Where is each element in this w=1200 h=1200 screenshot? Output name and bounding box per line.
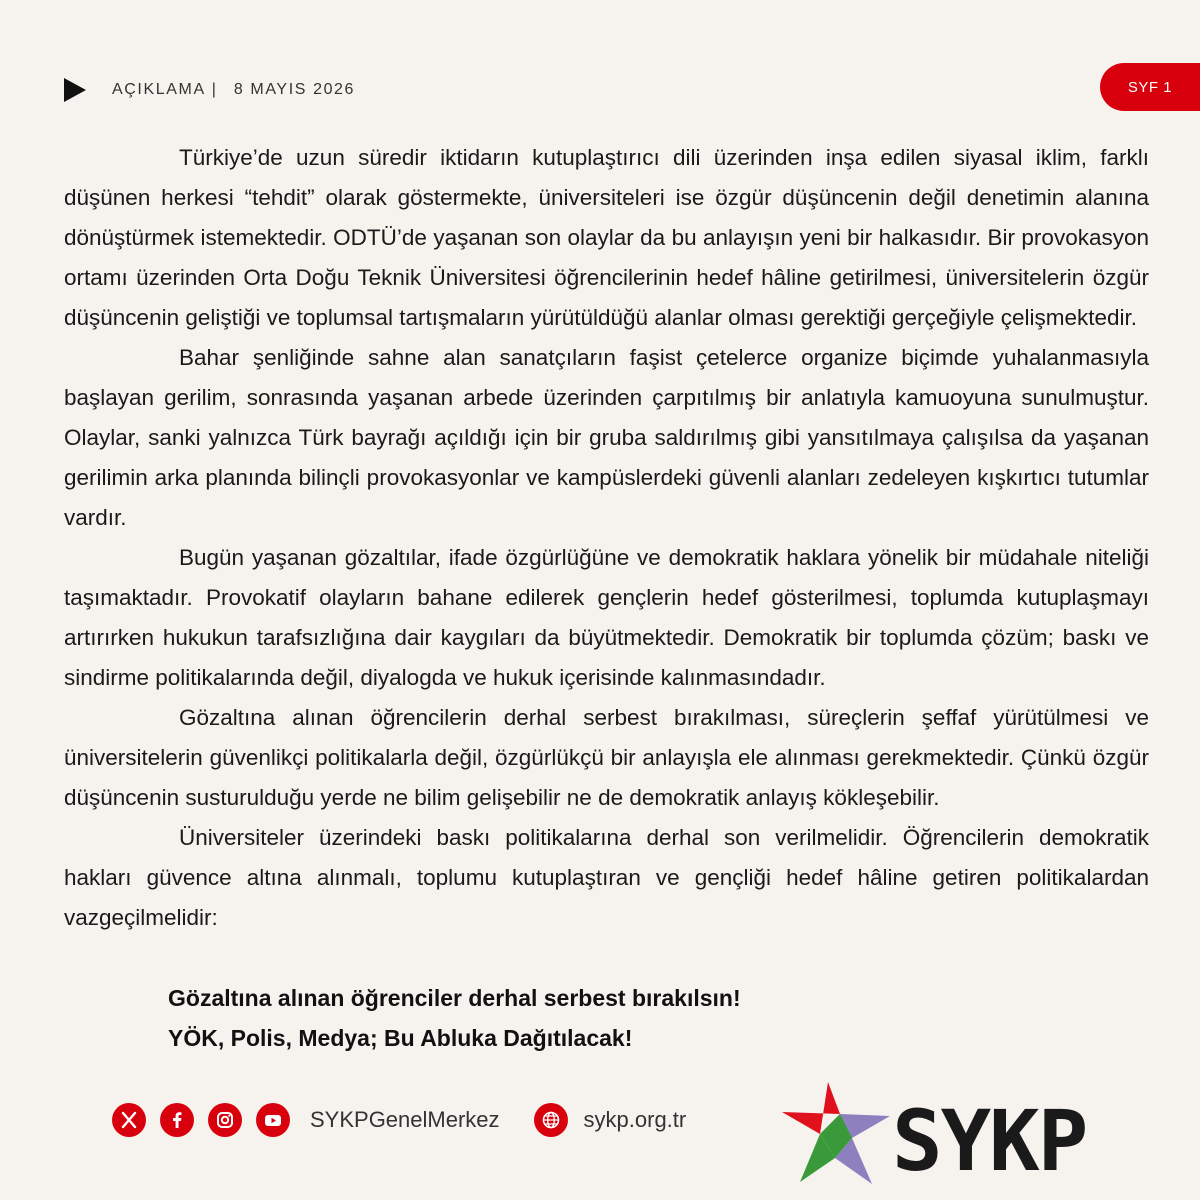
logo-text: SYKP <box>892 1092 1087 1188</box>
slogans <box>168 978 741 1058</box>
sykp-logo <box>780 1078 1110 1188</box>
instagram-icon[interactable] <box>208 1103 242 1137</box>
page-badge: SYF 1 <box>1100 63 1200 111</box>
play-triangle-icon <box>62 77 88 103</box>
statement-body <box>64 138 1149 938</box>
youtube-icon[interactable] <box>256 1103 290 1137</box>
facebook-icon[interactable] <box>160 1103 194 1137</box>
document-date: 8 MAYIS 2026 <box>233 81 356 98</box>
header-separator: | <box>211 81 216 98</box>
globe-icon[interactable] <box>534 1103 568 1137</box>
footer <box>112 1100 686 1140</box>
social-handle[interactable]: SYKPGenelMerkez <box>310 1107 500 1132</box>
x-icon[interactable] <box>112 1103 146 1137</box>
header <box>62 76 355 104</box>
website-link[interactable]: sykp.org.tr <box>583 1107 687 1132</box>
paragraph-1: Türkiye’de uzun süredir iktidarın kutuplaştırıcı dili üzerinden inşa edilen siyasal iklim, farklı düşünen herkesi “tehdit” olarak göstermekte, üniversiteleri ise özgür düşüncenin değil denetimin alanına dönüştürmek istemektedir. ODTÜ’de yaşanan son olaylar da bu anlayışın yeni bir halkasıdır. Bir provokasyon ortamı üzerinden Orta Doğu Teknik Üniversitesi öğrencilerinin hedef hâline getirilmesi, üniversitelerin özgür düşüncenin geliştiği ve toplumsal tartışmaların yürütüldüğü alanlar olması gerektiği gerçeğiyle çelişmektedir. <box>64 145 1149 330</box>
document-type: AÇIKLAMA <box>112 81 206 98</box>
slogan-1: Gözaltına alınan öğrenciler derhal serbest bırakılsın! <box>168 985 741 1011</box>
slogan-2: YÖK, Polis, Medya; Bu Abluka Dağıtılacak! <box>168 1025 633 1051</box>
logo-star-icon <box>782 1082 890 1184</box>
paragraph-3: Bugün yaşanan gözaltılar, ifade özgürlüğüne ve demokratik haklara yönelik bir müdahale niteliği taşımaktadır. Provokatif olayların bahane edilerek gençlerin hedef gösterilmesi, toplumda kutuplaşmayı artırırken hukukun tarafsızlığına dair kaygıları da büyütmektedir. Demokratik bir toplumda çözüm; baskı ve sindirme politikalarında değil, diyalogda ve hukuk içerisinde kalınmasındadır. <box>64 545 1149 690</box>
paragraph-4: Gözaltına alınan öğrencilerin derhal serbest bırakılması, süreçlerin şeffaf yürütülmesi ve üniversitelerin güvenlikçi politikalarla değil, özgürlükçü bir anlayışla ele alınması gerekmektedir. Çünkü özgür düşüncenin susturulduğu yerde ne bilim gelişebilir ne de demokratik anlayış kökleşebilir. <box>64 705 1149 810</box>
paragraph-2: Bahar şenliğinde sahne alan sanatçıların faşist çetelerce organize biçimde yuhalanmasıyla başlayan gerilim, sonrasında yaşanan arbede üzerinden çarpıtılmış bir anlatıyla kamuoyuna sunulmuştur. Olaylar, sanki yalnızca Türk bayrağı açıldığı için bir gruba saldırılmış gibi yansıtılmaya çalışılsa da yaşanan gerilimin arka planında bilinçli provokasyonlar ve kampüslerdeki güvenli alanları zedeleyen kışkırtıcı tutumlar vardır. <box>64 345 1149 530</box>
paragraph-5: Üniversiteler üzerindeki baskı politikalarına derhal son verilmelidir. Öğrencilerin demokratik hakları güvence altına alınmalı, toplumu kutuplaştıran ve gençliği hedef hâline getiren politikalardan vazgeçilmelidir: <box>64 825 1149 930</box>
